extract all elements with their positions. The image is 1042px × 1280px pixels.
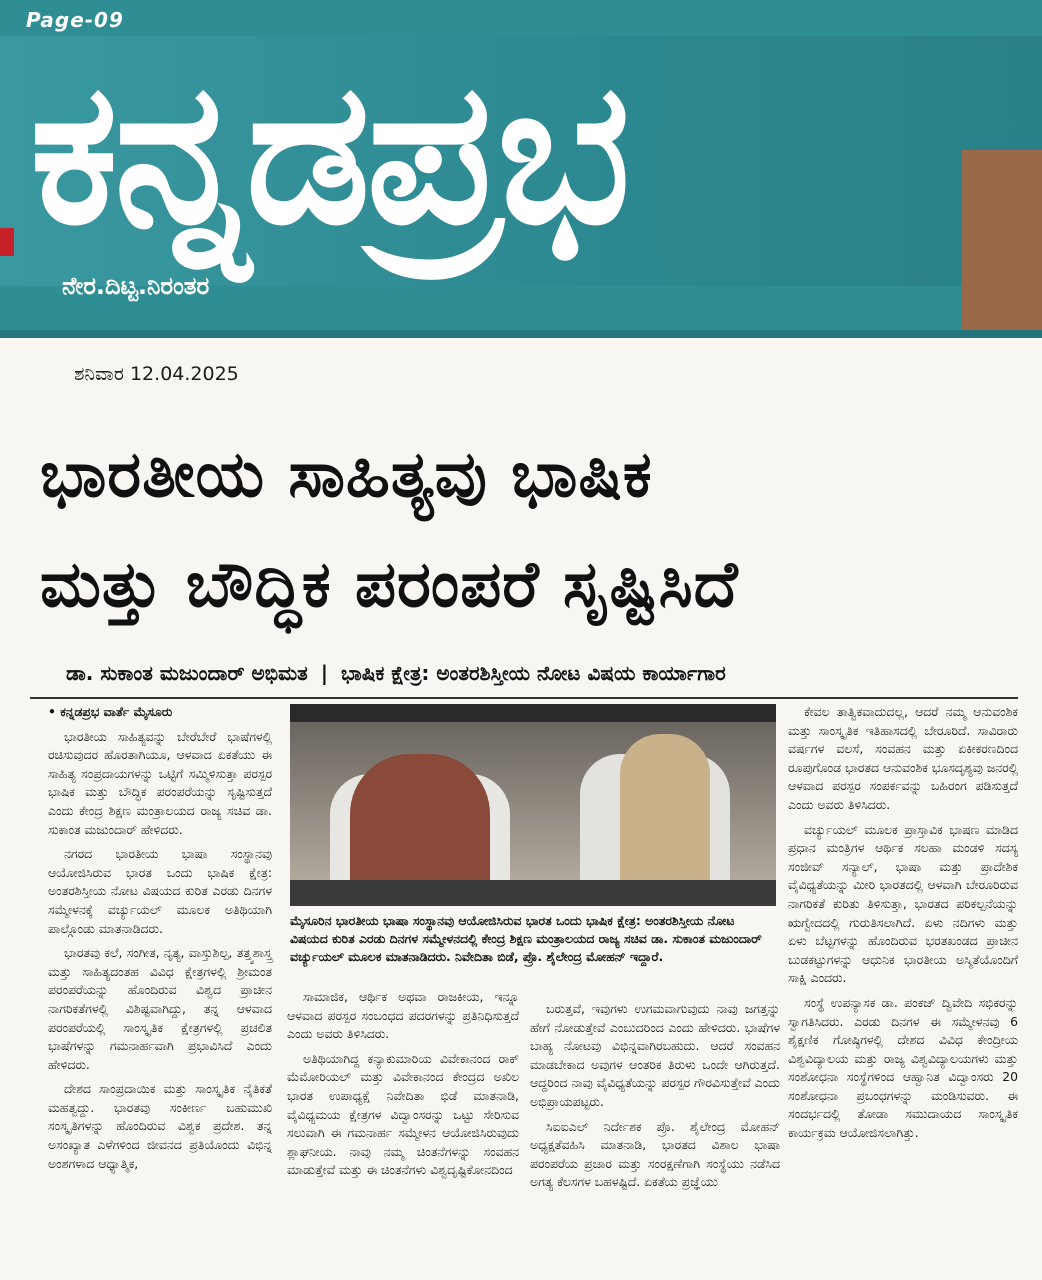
paragraph: ಕೇವಲ ತಾತ್ವಿಕವಾದುದಲ್ಲ, ಆದರೆ ನಮ್ಮ ಆನುವಂಶಿಕ ಮತ್ತು ಸಾಂಸ್ಕೃತಿಕ ಇತಿಹಾಸದಲ್ಲಿ ಬೇರೂರಿದೆ. ಸಾವಿರಾರು ವರ್ಷಗಳ ವಲಸೆ, ಸಂವಹನ ಮತ್ತು ಏಕೀಕರಣದಿಂದ ರೂಪುಗೊಂಡ ಭಾರತದ ಆನುವಂಶಿಕ ಭೂಸದೃಶ್ಯವು ಜನರಲ್ಲಿ ಆಳವಾದ ಪರಸ್ಪರ ಸಂಪರ್ಕವನ್ನು ಬಹಿರಂಗ ಪಡಿಸುತ್ತದೆ ಎಂದು ಅವರು ತಿಳಿಸಿದರು. [788, 704, 1018, 812]
photo-caption: ಮೈಸೂರಿನ ಭಾರತೀಯ ಭಾಷಾ ಸಂಸ್ಥಾನವು ಆಯೋಜಿಸಿರುವ ಭಾರತ ಒಂದು ಭಾಷಿಕ ಕ್ಷೇತ್ರ: ಅಂತರಶಿಸ್ತೀಯ ನೋಟ ವಿಷಯದ ಕುರಿತ ಎರಡು ದಿನಗಳ ಸಮ್ಮೇಳನದಲ್ಲಿ ಕೇಂದ್ರ ಶಿಕ್ಷಣ ಮಂತ್ರಾಲಯದ ರಾಜ್ಯ ಸಚಿವ ಡಾ. ಸುಕಾಂತ ಮಜುಂದಾರ್ ವರ್ಚ್ಯುಯಲ್ ಮೂಲಕ ಮಾತನಾಡಿದರು. ನಿವೇದಿತಾ ಬಿಡೆ, ಪ್ರೊ. ಶೈಲೇಂದ್ರ ಮೋಹನ್ ಇದ್ದಾರೆ. [290, 913, 762, 964]
article-column-1 [48, 703, 272, 1179]
paragraph: ಬರುತ್ತವೆ, ಇವುಗಳು ಉಗಮವಾಗುವುದು ನಾವು ಜಗತ್ತನ್ನು ಹೇಗೆ ನೋಡುತ್ತೇವೆ ಎಂಬುದರಿಂದ ಎಂದು ಹೇಳಿದರು. ಭಾಷೆಗಳ ಬಾಹ್ಯ ನೋಟವು ವಿಭಿನ್ನವಾಗಿರಬಹುದು. ಆದರೆ ಸಂವಹನ ಮಾಡಬೇಕಾದ ಅವುಗಳ ಆಂತರಿಕ ತಿರುಳು ಒಂದೇ ಆಗಿರುತ್ತದೆ. ಆದ್ದರಿಂದ ನಾವು ವೈವಿಧ್ಯತೆಯನ್ನು ಪರಸ್ಪರ ಗೌರವಿಸುತ್ತೇವೆ ಎಂದು ಅಭಿಪ್ರಾಯಪಟ್ಟರು. [530, 1001, 780, 1109]
newspaper-logo: ಕನ್ನಡಪ್ರಭ [30, 40, 627, 268]
paragraph: ಸಂಸ್ಥೆ ಉಪನ್ಯಾಸಕ ಡಾ. ಪಂಕಜ್ ದ್ವಿವೇದಿ ಸಭಿಕರನ್ನು ಸ್ವಾಗತಿಸಿದರು. ಎರಡು ದಿನಗಳ ಈ ಸಮ್ಮೇಳನವು 6 ಶೈಕ್ಷಣಿಕ ಗೋಷ್ಠಿಗಳಲ್ಲಿ ದೇಶದ ವಿವಿಧ ಕೇಂದ್ರೀಯ ವಿಶ್ವವಿದ್ಯಾಲಯ ಮತ್ತು ರಾಜ್ಯ ವಿಶ್ವವಿದ್ಯಾಲಯಗಳು ಮತ್ತು ಸಂಶೋಧನಾ ಸಂಸ್ಥೆಗಳಿಂದ ಆಹ್ವಾನಿತ ವಿದ್ವಾಂಸರು 20 ಸಂಶೋಧನಾ ಪ್ರಬಂಧಗಳನ್ನು ಮಂಡಿಸುವರು. ಈ ಸಂದರ್ಭದಲ್ಲಿ ತೋಡಾ ಸಮುದಾಯದ ಸಾಂಸ್ಕೃತಿಕ ಕಾರ್ಯಕ್ರಮ ಆಯೋಜಿಸಲಾಗಿತ್ತು. [788, 994, 1018, 1141]
paragraph: ನಗರದ ಭಾರತೀಯ ಭಾಷಾ ಸಂಸ್ಥಾನವು ಆಯೋಜಿಸಿರುವ ಭಾರತ ಒಂದು ಭಾಷಿಕ ಕ್ಷೇತ್ರ: ಅಂತರಶಿಸ್ತೀಯ ನೋಟ ವಿಷಯದ ಕುರಿತ ಎರಡು ದಿನಗಳ ಸಮ್ಮೇಳನಕ್ಕೆ ವರ್ಚ್ಯುಯಲ್ ಮೂಲಕ ಅತಿಥಿಯಾಗಿ ಪಾಲ್ಗೊಂಡು ಮಾತನಾಡಿದರು. [48, 846, 272, 936]
headline-line-2: ಮತ್ತು ಬೌದ್ಧಿಕ ಪರಂಪರೆ ಸೃಷ್ಟಿಸಿದೆ [40, 548, 739, 622]
page-number: Page-09 [26, 8, 124, 32]
article-column-2 [287, 988, 519, 1186]
article-column-3 [530, 1000, 780, 1198]
speaker-man [620, 734, 710, 904]
subheadline [66, 661, 1026, 685]
video-call-toolbar [290, 704, 776, 722]
stage-table [290, 880, 776, 906]
subhead-separator: | [320, 661, 329, 685]
masthead-band [0, 330, 1042, 338]
masthead [0, 0, 1042, 338]
paragraph: ವರ್ಚ್ಯುಯಲ್ ಮೂಲಕ ಪ್ರಾಸ್ತಾವಿಕ ಭಾಷಣ ಮಾಡಿದ ಪ್ರಧಾನ ಮಂತ್ರಿಗಳ ಆರ್ಥಿಕ ಸಲಹಾ ಮಂಡಳಿ ಸದಸ್ಯ ಸಂಜೀವ್ ಸನ್ಯಾಲ್, ಭಾಷಾ ಮತ್ತು ಪ್ರಾದೇಶಿಕ ವೈವಿಧ್ಯತೆಯನ್ನು ಮೀರಿ ಭಾರತದಲ್ಲಿ ಆಳವಾಗಿ ಬೇರೂರಿರುವ ನಾಗರಿಕತೆ ಕುರಿತು ತಿಳಿಸುತ್ತಾ, ಭಾರತದ ಪರಿಕಲ್ಪನೆಯನ್ನು ಋಗ್ವೇದದಲ್ಲಿ ಗುರುತಿಸಲಾಗಿದೆ. ಏಳು ನದಿಗಳು ಮತ್ತು ಏಳು ಬೆಟ್ಟಗಳನ್ನು ಹೊಂದಿರುವ ಭರತಖಂಡದ ಪ್ರಾಚೀನ ಬುಡಕಟ್ಟುಗಳನ್ನು ಆಧುನಿಕ ಭಾರತೀಯ ಅಸ್ಮಿತೆಯೊಂದಿಗೆ ಸಾಕ್ಷಿ ಎಂದರು. [788, 821, 1018, 986]
red-accent-mark [0, 228, 14, 256]
masthead-photo-strip [962, 150, 1042, 338]
event-photo [290, 704, 776, 906]
tagline: ನೇರ.ದಿಟ್ಟ.ನಿರಂತರ [62, 272, 210, 300]
headline-line-1: ಭಾರತೀಯ ಸಾಹಿತ್ಯವು ಭಾಷಿಕ [40, 438, 653, 512]
paragraph: ಭಾರತವು ಕಲೆ, ಸಂಗೀತ, ನೃತ್ಯ, ವಾಸ್ತುಶಿಲ್ಪ, ತತ್ತ್ವಶಾಸ್ತ್ರ ಮತ್ತು ಸಾಹಿತ್ಯದಂತಹ ವಿವಿಧ ಕ್ಷೇತ್ರಗಳಲ್ಲಿ ಶ್ರೀಮಂತ ಪರಂಪರೆಯನ್ನು ಹೊಂದಿರುವ ವಿಶ್ವದ ಪ್ರಾಚೀನ ನಾಗರಿಕತೆಗಳಲ್ಲಿ ವಿಶಿಷ್ಟವಾಗಿದ್ದು, ತನ್ನ ಆಳವಾದ ಪರಂಪರೆಯಲ್ಲಿ ಸಾಂಸ್ಕೃತಿಕ ಕ್ಷೇತ್ರಗಳಲ್ಲಿ ಪ್ರಚಲಿತ ಭಾಷೆಗಳನ್ನು ಗಮನಾರ್ಹವಾಗಿ ಪ್ರಭಾವಿಸಿದೆ ಎಂದು ಹೇಳಿದರು. [48, 945, 272, 1072]
paragraph: ಸಿಐಐಎಲ್ ನಿರ್ದೇಶಕ ಪ್ರೊ. ಶೈಲೇಂದ್ರ ಮೋಹನ್ ಅಧ್ಯಕ್ಷತೆವಹಿಸಿ ಮಾತನಾಡಿ, ಭಾರತದ ವಿಶಾಲ ಭಾಷಾ ಪರಂಪರೆಯ ಪ್ರಚಾರ ಮತ್ತು ಸಂರಕ್ಷಣೆಗಾಗಿ ಸಂಸ್ಥೆಯು ನಡೆಸಿದ ಅಗತ್ಯ ಕೆಲಸಗಳ ಬಹಳಷ್ಟಿದೆ. ಏಕತೆಯ ಪ್ರಜ್ಞೆಯು [530, 1118, 780, 1190]
byline: • ಕನ್ನಡಪ್ರಭ ವಾರ್ತೆ ಮೈಸೂರು [48, 704, 173, 719]
paragraph: ಭಾರತೀಯ ಸಾಹಿತ್ಯವನ್ನು ಬೇರೆಬೇರೆ ಭಾಷೆಗಳಲ್ಲಿ ರಚಿಸುವುದರ ಹೊರತಾಗಿಯೂ, ಆಳವಾದ ಏಕತೆಯು ಈ ಸಾಹಿತ್ಯ ಸಂಪ್ರದಾಯಗಳನ್ನು ಒಟ್ಟಿಗೆ ಸಮ್ಮಿಳಿಸುತ್ತಾ ಪರಸ್ಪರ ಭಾಷಿಕ ಮತ್ತು ಬೌದ್ಧಿಕ ಪರಂಪರೆಯನ್ನು ಸೃಷ್ಟಿಸುತ್ತದೆ ಎಂದು ಕೇಂದ್ರ ಶಿಕ್ಷಣ ಮಂತ್ರಾಲಯದ ರಾಜ್ಯ ಸಚಿವ ಡಾ. ಸುಕಾಂತ ಮಜುಂದಾರ್ ಹೇಳಿದರು. [48, 728, 272, 837]
subhead-left: ಡಾ. ಸುಕಾಂತ ಮಜುಂದಾರ್ ಅಭಿಮತ [66, 661, 308, 685]
divider-rule [30, 697, 1018, 699]
date-line: ಶನಿವಾರ 12.04.2025 [74, 363, 239, 385]
paragraph: ಅತಿಥಿಯಾಗಿದ್ದ ಕನ್ಯಾಕುಮಾರಿಯ ವಿವೇಕಾನಂದ ರಾಕ್ ಮೆಮೋರಿಯಲ್ ಮತ್ತು ವಿವೇಕಾನಂದ ಕೇಂದ್ರದ ಅಖಿಲ ಭಾರತ ಉಪಾಧ್ಯಕ್ಷೆ ನಿವೇದಿತಾ ಭಿಡೆ ಮಾತನಾಡಿ, ವೈವಿಧ್ಯಮಯ ಕ್ಷೇತ್ರಗಳ ವಿದ್ವಾಂಸರನ್ನು ಒಟ್ಟು ಸೇರಿಸುವ ಸಲುವಾಗಿ ಈ ಗಮನಾರ್ಹ ಸಮ್ಮೇಳನ ಆಯೋಜಿಸಿರುವುದು ಶ್ಲಾಘನೀಯ. ನಾವು ನಮ್ಮ ಚಿಂತನೆಗಳನ್ನು ಸಂವಹನ ಮಾಡುತ್ತೇವೆ ಮತ್ತು ಈ ಚಿಂತನೆಗಳು ವಿಶ್ವದೃಷ್ಟಿಕೋನದಿಂದ [287, 1050, 519, 1178]
subhead-right: ಭಾಷಿಕ ಕ್ಷೇತ್ರ: ಅಂತರಶಿಸ್ತೀಯ ನೋಟ ವಿಷಯ ಕಾರ್ಯಾಗಾರ [341, 661, 726, 685]
paragraph: ಸಾಮಾಜಿಕ, ಆರ್ಥಿಕ ಅಥವಾ ರಾಜಕೀಯ, ಇನ್ನೂ ಆಳವಾದ ಪರಸ್ಪರ ಸಂಬಂಧದ ಪದರಗಳನ್ನು ಪ್ರತಿನಿಧಿಸುತ್ತದೆ ಎಂದು ಅವರು ತಿಳಿಸಿದರು. [287, 989, 519, 1042]
article-column-4 [788, 703, 1018, 1149]
paragraph: ದೇಶದ ಸಾಂಪ್ರದಾಯಿಕ ಮತ್ತು ಸಾಂಸ್ಕೃತಿಕ ನೈತಿಕತೆ ಮಹತ್ವದ್ದು. ಭಾರತವು ಸಂಕೀರ್ಣ ಬಹುಮುಖಿ ಸಂಸ್ಕೃತಿಗಳನ್ನು ಹೊಂದಿರುವ ವಿಶ್ವಕ ಪ್ರದೇಶ. ತನ್ನ ಅಸಂಖ್ಯಾತ ಎಳೆಗಳಿಂದ ಜೀವನದ ಪ್ರತಿಯೊಂದು ವಿಭಿನ್ನ ಅಂಶಗಳಾದ ಆಧ್ಯಾತ್ಮಿಕ, [48, 1081, 272, 1171]
